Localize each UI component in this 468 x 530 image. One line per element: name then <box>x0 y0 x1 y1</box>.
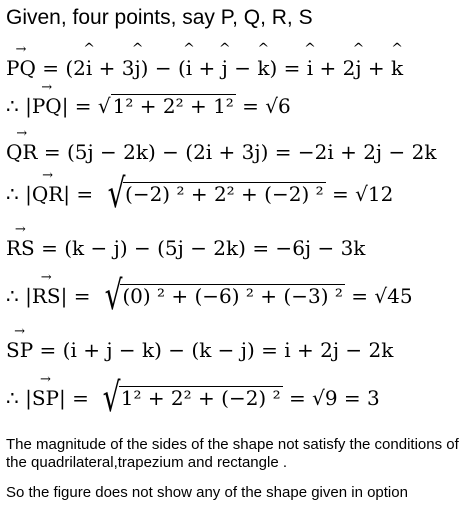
given-heading: Given, four points, say P, Q, R, S <box>6 6 313 29</box>
pq-magnitude: ∴ |→ PQ| = √ 1² + 2² + 1² = √6 <box>6 94 291 118</box>
pq-vector-equation: → PQ = (2^ i + 3^ j) − (^ i + ^ j − ^ k) = ^ i + 2^ j + ^ k <box>6 56 403 80</box>
qr-vector-label: → QR <box>6 140 37 164</box>
sp-vector-equation: → SP = (i + j − k) − (k − j) = i + 2j − 2k <box>6 338 393 362</box>
conclusion-note-1: The magnitude of the sides of the shape not satisfy the conditions of the quadrilateral,trapezium and rectangle . <box>6 436 459 471</box>
rs-vector-label: → RS <box>6 236 35 260</box>
rs-vector-equation: → RS = (k − j) − (5j − 2k) = −6j − 3k <box>6 236 365 260</box>
qr-magnitude: ∴ |→ QR| = √(−2) ² + 2² + (−2) ² = √12 <box>6 182 393 206</box>
sp-magnitude: ∴ |→ SP| = √1² + 2² + (−2) ² = √9 = 3 <box>6 386 380 410</box>
pq-vector-label: → PQ <box>6 56 36 80</box>
qr-vector-equation: → QR = (5j − 2k) − (2i + 3j) = −2i + 2j − 2k <box>6 140 436 164</box>
rs-magnitude: ∴ |→ RS| = √(0) ² + (−6) ² + (−3) ² = √45 <box>6 284 413 308</box>
conclusion-note-2: So the figure does not show any of the shape given in option <box>6 484 408 501</box>
sp-vector-label: → SP <box>6 338 33 362</box>
